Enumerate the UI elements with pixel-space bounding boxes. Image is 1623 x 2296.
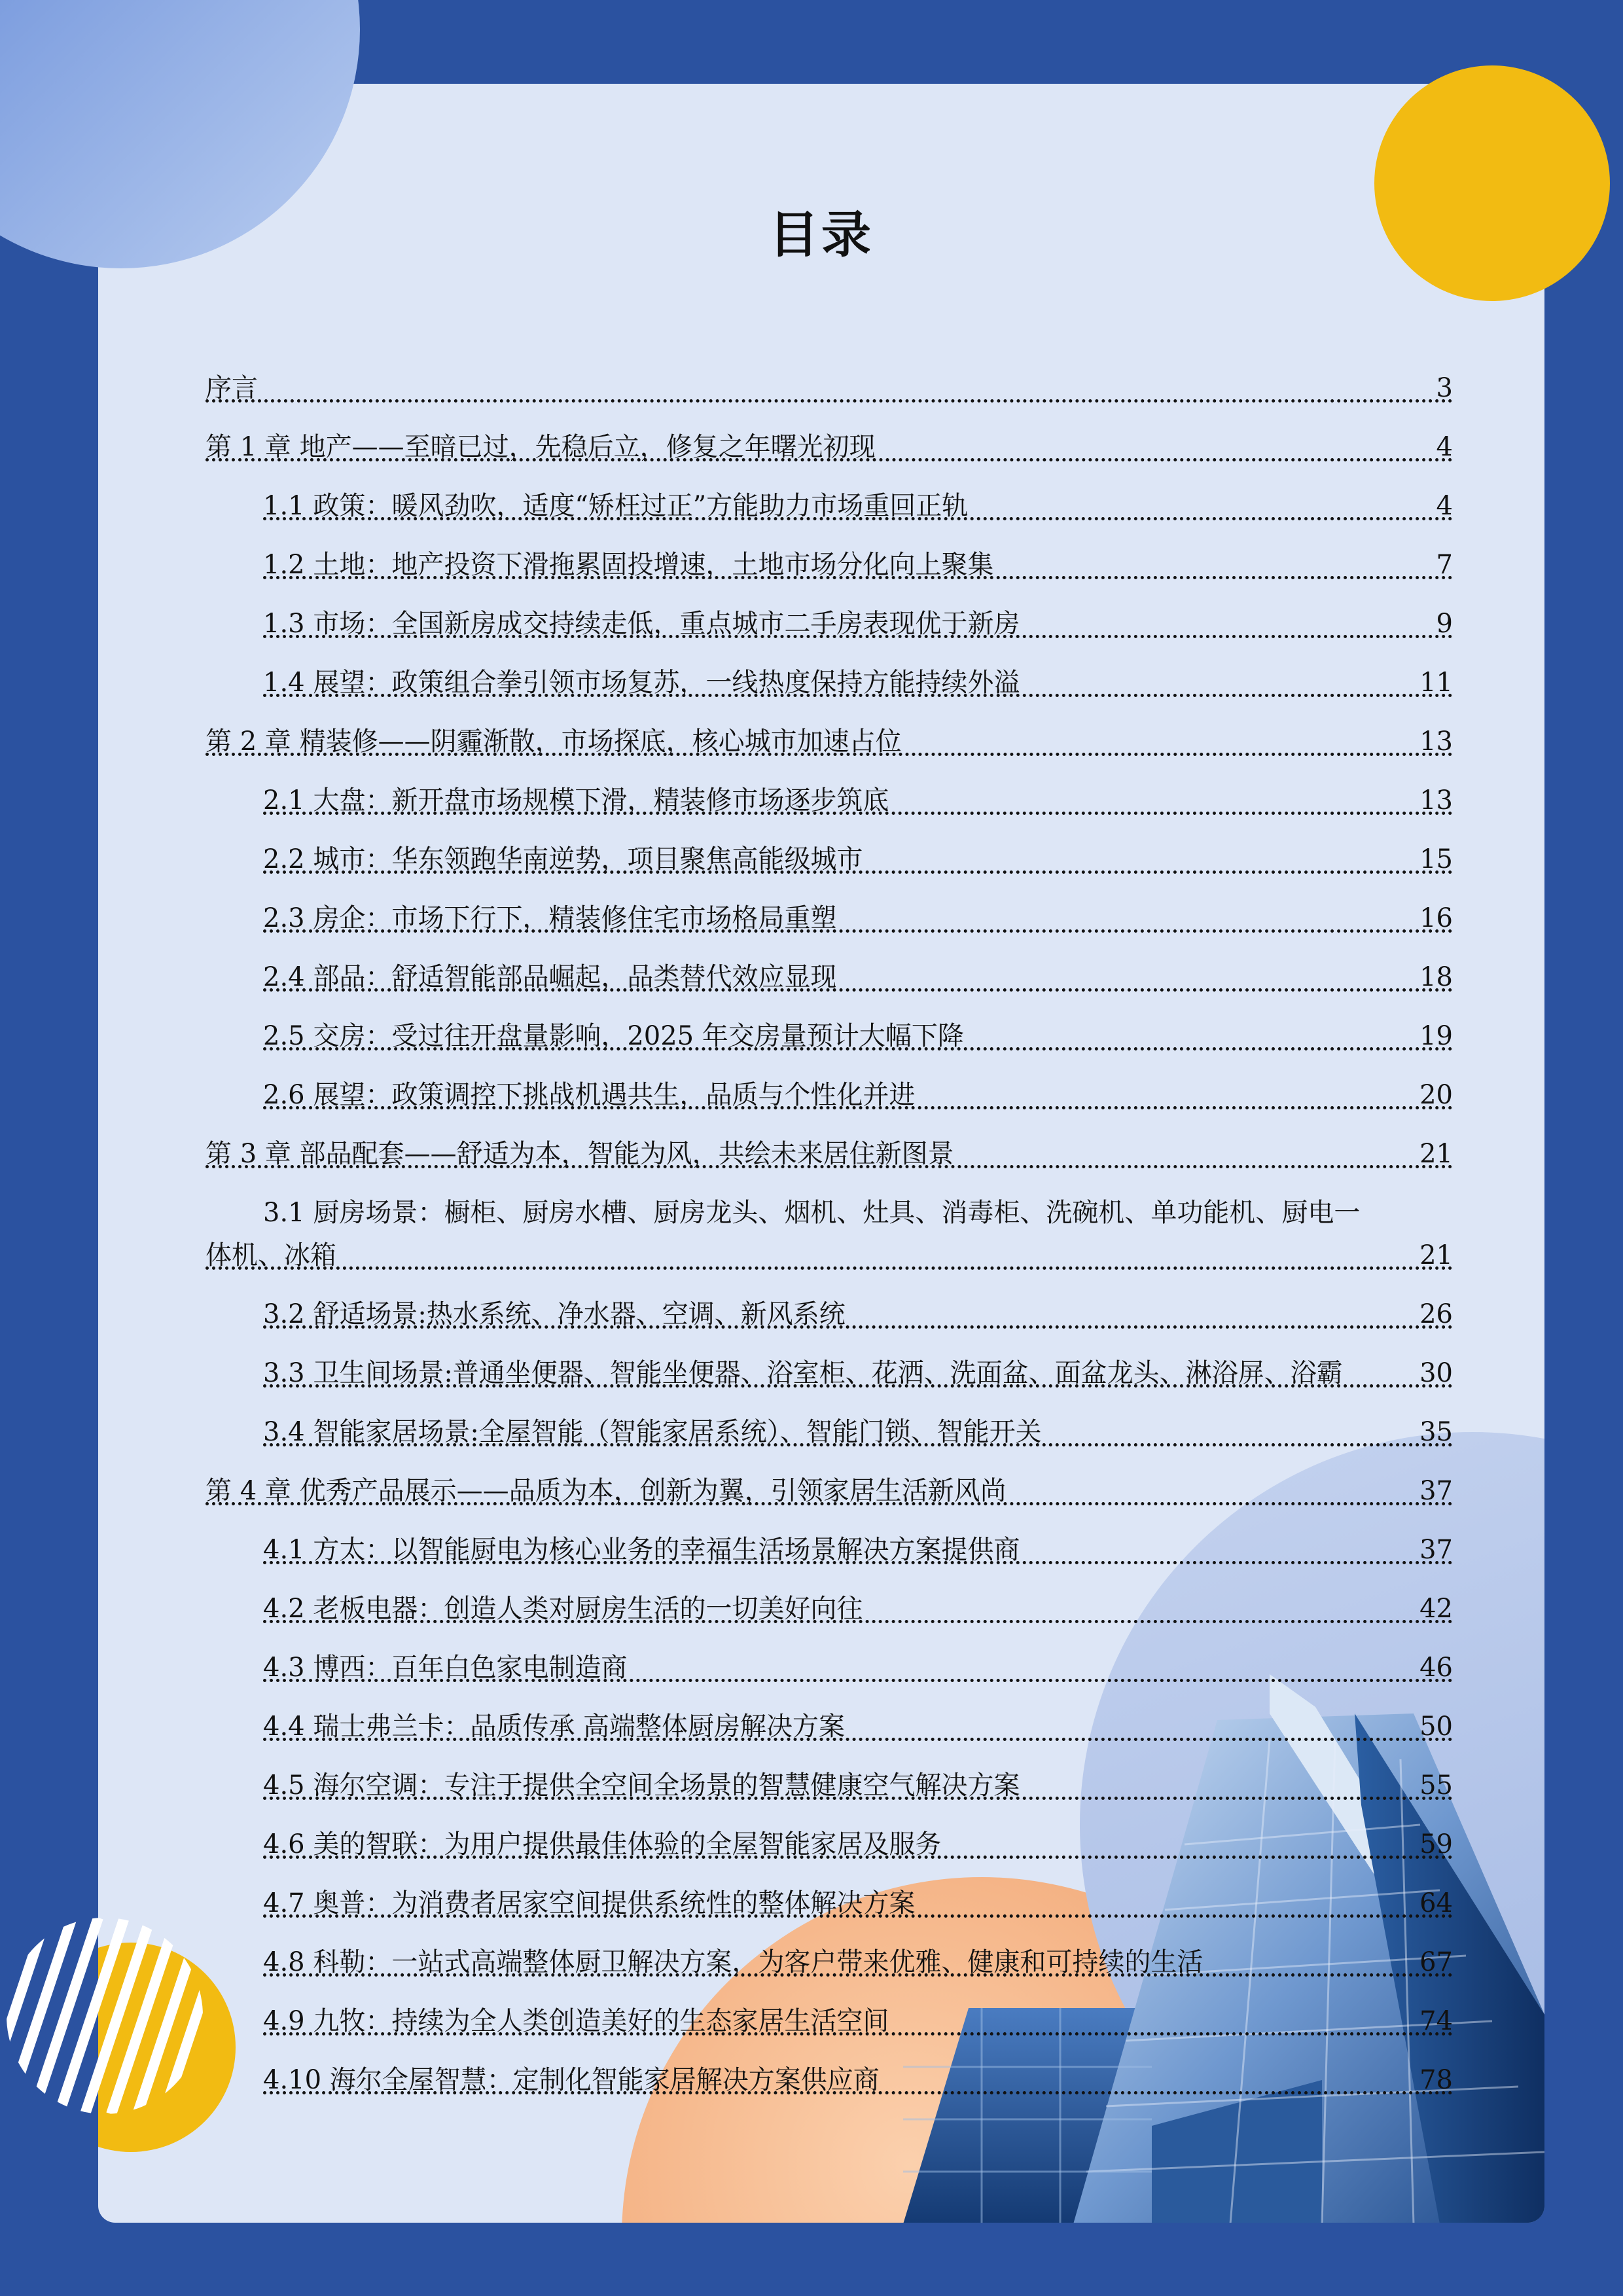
toc-entry-text: 2.1 大盘：新开盘市场规模下滑，精装修市场逐步筑底 bbox=[263, 785, 889, 816]
page-title: 目录 bbox=[769, 206, 874, 264]
toc-entry[interactable] bbox=[205, 719, 1453, 764]
toc-entry-text: 2.4 部品：舒适智能部品崛起，品类替代效应显现 bbox=[263, 962, 837, 992]
toc-entry-text: 4.10 海尔全屋智慧：定制化智能家居解决方案供应商 bbox=[263, 2065, 880, 2095]
toc-entry[interactable] bbox=[263, 1013, 1453, 1059]
toc-entry-page: 55 bbox=[1419, 1770, 1453, 1801]
toc-entry[interactable] bbox=[263, 660, 1453, 706]
toc-entry[interactable] bbox=[263, 895, 1453, 941]
toc-entry-text: 3.4 智能家居场景:全屋智能（智能家居系统）、智能门锁、智能开关 bbox=[263, 1417, 1042, 1447]
toc-entry[interactable] bbox=[205, 365, 1453, 411]
toc-entry-page: 4 bbox=[1436, 432, 1453, 462]
toc-entry-page: 26 bbox=[1419, 1299, 1453, 1329]
toc-entry-page: 30 bbox=[1419, 1358, 1453, 1388]
toc-entry-text: 4.8 科勒：一站式高端整体厨卫解决方案，为客户带来优雅、健康和可持续的生活 bbox=[263, 1947, 1204, 1977]
toc-entry-text: 1.4 展望：政策组合拳引领市场复苏，一线热度保持方能持续外溢 bbox=[263, 668, 1020, 698]
toc-entry-text: 序言 bbox=[205, 373, 258, 403]
toc-entry-page: 13 bbox=[1419, 785, 1453, 816]
toc-entry-page: 9 bbox=[1436, 609, 1453, 639]
toc-entry-text: 第 3 章 部品配套——舒适为本，智能为风，共绘未来居住新图景 bbox=[205, 1139, 954, 1169]
toc-entry[interactable] bbox=[263, 1072, 1453, 1118]
toc-entry-page: 59 bbox=[1419, 1829, 1453, 1859]
toc-entry-text: 1.3 市场：全国新房成交持续走低，重点城市二手房表现优于新房 bbox=[263, 609, 1020, 639]
toc-entry[interactable] bbox=[263, 542, 1453, 588]
toc-entry-text: 2.3 房企：市场下行下，精装修住宅市场格局重塑 bbox=[263, 903, 837, 933]
toc-entry-text: 2.2 城市：华东领跑华南逆势，项目聚焦高能级城市 bbox=[263, 844, 863, 874]
toc-entry-text: 4.1 方太：以智能厨电为核心业务的幸福生活场景解决方案提供商 bbox=[263, 1535, 1020, 1565]
toc-entry[interactable] bbox=[263, 836, 1453, 882]
toc-entry-text: 3.3 卫生间场景:普通坐便器、智能坐便器、浴室柜、花洒、洗面盆、面盆龙头、淋浴屏、浴霸 bbox=[263, 1358, 1343, 1388]
toc-entry-page: 37 bbox=[1419, 1476, 1453, 1506]
toc-entry[interactable] bbox=[263, 1350, 1453, 1396]
toc-entry-text: 2.6 展望：政策调控下挑战机遇共生，品质与个性化并进 bbox=[263, 1080, 916, 1110]
toc-entry-page: 74 bbox=[1419, 2006, 1453, 2036]
toc-entry-page: 20 bbox=[1419, 1080, 1453, 1110]
toc-entry-text: 1.1 政策：暖风劲吹，适度“矫枉过正”方能助力市场重回正轨 bbox=[263, 491, 969, 521]
toc-entry-text: 4.7 奥普：为消费者居家空间提供系统性的整体解决方案 bbox=[263, 1888, 916, 1918]
toc-entry-text: 1.2 土地：地产投资下滑拖累固投增速，土地市场分化向上聚集 bbox=[263, 550, 994, 580]
toc-entry-page: 7 bbox=[1436, 550, 1453, 580]
toc-entry-text: 4.3 博西：百年白色家电制造商 bbox=[263, 1653, 628, 1683]
toc-entry-page: 13 bbox=[1419, 726, 1453, 757]
toc-entry-text: 2.5 交房：受过往开盘量影响，2025 年交房量预计大幅下降 bbox=[263, 1021, 964, 1051]
toc-entry-page: 67 bbox=[1419, 1947, 1453, 1977]
toc-entry-page: 3 bbox=[1436, 373, 1453, 403]
toc-entry-page: 50 bbox=[1419, 1712, 1453, 1742]
toc-entry[interactable] bbox=[263, 1527, 1453, 1573]
toc-entry-page: 46 bbox=[1419, 1653, 1453, 1683]
toc-entry-page: 11 bbox=[1419, 668, 1453, 698]
toc-entry-page: 37 bbox=[1419, 1535, 1453, 1565]
toc-entry-page: 21 bbox=[1419, 1139, 1453, 1169]
decor-circle-top-right bbox=[1374, 65, 1610, 301]
toc-entry-text: 4.6 美的智联：为用户提供最佳体验的全屋智能家居及服务 bbox=[263, 1829, 942, 1859]
toc-entry-text: 4.5 海尔空调：专注于提供全空间全场景的智慧健康空气解决方案 bbox=[263, 1770, 1020, 1801]
toc-entry[interactable] bbox=[205, 424, 1453, 470]
toc-entry-text: 体机、冰箱 bbox=[205, 1240, 336, 1270]
toc-entry[interactable] bbox=[263, 954, 1453, 1000]
toc-entry-page: 64 bbox=[1419, 1888, 1453, 1918]
toc-entry-page: 21 bbox=[1419, 1240, 1453, 1270]
toc-entry[interactable] bbox=[263, 483, 1453, 529]
toc-entry-text: 第 1 章 地产——至暗已过，先稳后立，修复之年曙光初现 bbox=[205, 432, 876, 462]
toc-entry[interactable] bbox=[205, 1468, 1453, 1514]
toc-entry[interactable] bbox=[205, 1131, 1453, 1177]
toc-entry-page: 78 bbox=[1419, 2065, 1453, 2095]
decor-striped-circle bbox=[7, 1918, 203, 2114]
toc-entry-text: 4.4 瑞士弗兰卡：品质传承 高端整体厨房解决方案 bbox=[263, 1712, 846, 1742]
toc-entry-page: 15 bbox=[1419, 844, 1453, 874]
toc-entry-text: 第 2 章 精装修——阴霾渐散，市场探底，核心城市加速占位 bbox=[205, 726, 902, 757]
toc-entry[interactable] bbox=[263, 1291, 1453, 1337]
toc-entry-text-line1[interactable]: 3.1 厨房场景：橱柜、厨房水槽、厨房龙头、烟机、灶具、消毒柜、洗碗机、单功能机、厨电一 bbox=[263, 1198, 1361, 1228]
toc-entry-page: 4 bbox=[1436, 491, 1453, 521]
toc-entry-text: 3.2 舒适场景:热水系统、净水器、空调、新风系统 bbox=[263, 1299, 846, 1329]
toc-entry[interactable] bbox=[205, 1232, 1453, 1278]
toc-entry-text: 第 4 章 优秀产品展示——品质为本，创新为翼，引领家居生活新风尚 bbox=[205, 1476, 1007, 1506]
toc-entry[interactable] bbox=[263, 1409, 1453, 1455]
toc-entry-page: 18 bbox=[1419, 962, 1453, 992]
toc-entry[interactable] bbox=[263, 778, 1453, 823]
toc-entry-page: 35 bbox=[1419, 1417, 1453, 1447]
toc-entry-text: 4.9 九牧：持续为全人类创造美好的生态家居生活空间 bbox=[263, 2006, 889, 2036]
toc-entry-page: 16 bbox=[1419, 903, 1453, 933]
toc-entry-text: 4.2 老板电器：创造人类对厨房生活的一切美好向往 bbox=[263, 1594, 863, 1624]
content-panel bbox=[98, 84, 1544, 2223]
toc-entry[interactable] bbox=[263, 601, 1453, 647]
toc-entry-page: 42 bbox=[1419, 1594, 1453, 1624]
toc-entry-page: 19 bbox=[1419, 1021, 1453, 1051]
